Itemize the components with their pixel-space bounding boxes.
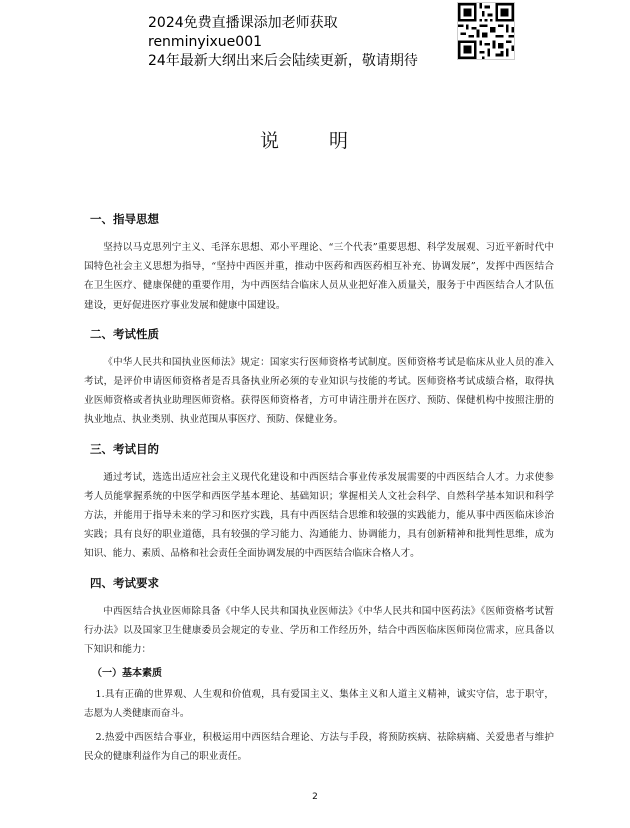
section-heading: 三、考试目的 [90, 441, 159, 456]
section-heading: 四、考试要求 [90, 575, 159, 590]
section-heading: 二、考试性质 [90, 326, 159, 341]
promo-line-1: 2024免费直播课添加老师获取renminyixue001 [148, 15, 338, 50]
section-paragraph: 坚持以马克思列宁主义、毛泽东思想、邓小平理论、“三个代表”重要思想、科学发展观、习近平新时代中国特色社会主义思想为指导，“坚持中西医并重，推动中医药和西医药相互补充、协调发展”，发挥中西医结合在卫生医疗、健康保健的重要作用，为中西医结合临床人员从业把好准入质量关，服务于中西医结合人才队伍建设，更好促进医疗事业发展和健康中国建设。 [84, 242, 554, 311]
section-paragraph: 《中华人民共和国执业医师法》规定：国家实行医师资格考试制度。医师资格考试是临床从业人员的准入考试，是评价申请医师资格者是否具备执业所必须的专业知识与技能的考试。医师资格考试成绩合格，取得执业医师资格或者执业助理医师资格。获得医师资格者，方可申请注册并在医疗、预防、保健机构中按照注册的执业地点、执业类别、执业范围从事医疗、预防、保健业务。 [84, 356, 554, 426]
section-paragraph: 中西医结合执业医师除具备《中华人民共和国执业医师法》《中华人民共和国中医药法》《医师资格考试暂行办法》以及国家卫生健康委员会规定的专业、学历和工作经历外，结合中西医临床医师岗位需求，应具备以下知识和能力： [84, 605, 554, 656]
document-body [84, 210, 554, 770]
section-guiding-ideology [84, 210, 554, 315]
promo-header [148, 14, 448, 71]
promo-line-2: 24年最新大纲出来后会陆续更新，敬请期待 [148, 53, 418, 69]
list-item: 2.热爱中西医结合事业，积极运用中西医结合理论、方法与手段，将预防疾病、祛除病痛、关爱患者与维护民众的健康利益作为自己的职业责任。 [84, 731, 554, 762]
section-heading: 一、指导思想 [90, 212, 159, 226]
page-number: 2 [312, 792, 318, 802]
qr-code-icon [457, 2, 515, 60]
page-title: 说 明 [259, 130, 371, 152]
section-exam-nature [84, 325, 554, 430]
subsection-heading: （一）基本素质 [92, 668, 162, 680]
section-paragraph: 通过考试，选选出适应社会主义现代化建设和中西医结合事业传承发展需要的中西医结合人才。力求使参考人员能掌握系统的中医学和西医学基本理论、基础知识；掌握相关人文社会科学、自然科学基本知识和科学方法，并能用于指导未来的学习和医疗实践，具有中西医结合思维和较强的实践能力，能从事中西医临床诊治实践；具有良好的职业道德，具有较强的学习能力、沟通能力、协调能力，具有创新精神和批判性思维，成为知识、能力、素质、品格和社会责任全面协调发展的中西医结合临床合格人才。 [84, 471, 554, 560]
section-exam-requirements [84, 574, 554, 766]
section-exam-purpose [84, 440, 554, 564]
list-item: 1.具有正确的世界观、人生观和价值观，具有爱国主义、集体主义和人道主义精神，诚实守信，忠于职守，志愿为人类健康而奋斗。 [84, 689, 554, 720]
